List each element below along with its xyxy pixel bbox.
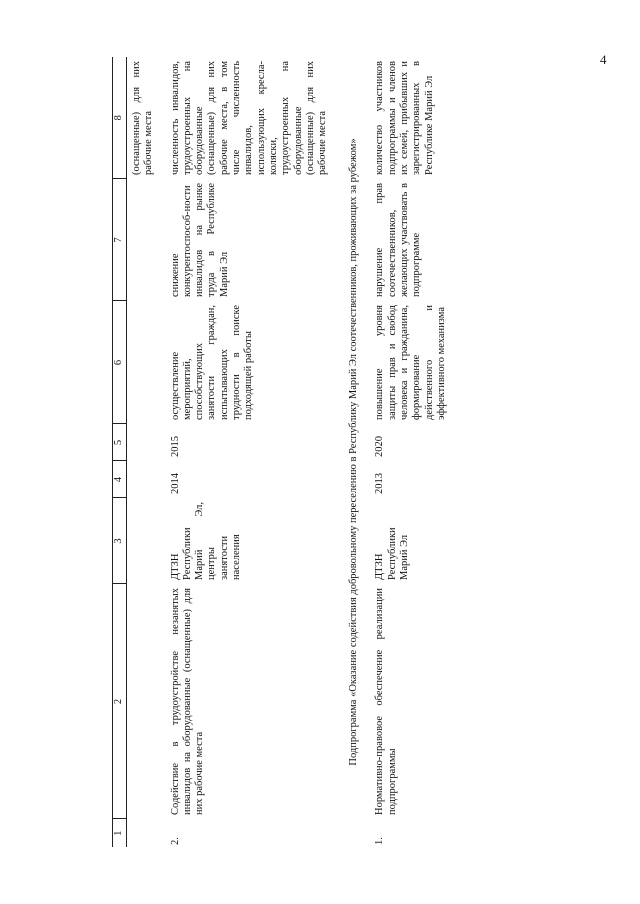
- start-year: 2014: [169, 473, 181, 494]
- measure-name: Содействие в трудоустройстве незанятых инвалидов на оборудованные (оснащенные) для них рабочие места: [169, 588, 206, 815]
- column-number: 4: [113, 461, 127, 498]
- consequences: снижение конкурентоспособ-ности инвалидов на рынке труда в Республике Марий Эл: [169, 183, 230, 297]
- table-row: [166, 57, 344, 847]
- column-number: 2: [113, 584, 127, 819]
- subprogram-heading-row: [343, 57, 372, 847]
- subprogram-title: Подпрограмма «Оказание содействия добровольному переселению в Республику Марий Эл соотечественников, проживающих за рубежом»: [348, 138, 360, 766]
- table-row: [372, 57, 451, 847]
- executor: ДТЗН Республики Марий Эл: [374, 527, 411, 580]
- row-number: 1.: [374, 837, 386, 845]
- page-number: 4: [600, 52, 607, 67]
- end-year: 2020: [374, 436, 386, 457]
- column-number: 7: [113, 179, 127, 301]
- measures-table: [112, 57, 451, 847]
- measure-name: Нормативно-правовое обеспечение реализации подпрограммы: [374, 588, 398, 815]
- column-number: 1: [113, 819, 127, 847]
- expected-result: осуществление мероприятий, способствующих занятости граждан, испытывающих трудности в поиске подходящей работы: [169, 305, 255, 420]
- column-number: 8: [113, 57, 127, 179]
- expected-result: повышение уровня защиты прав и свобод человека и гражданина, формирование действенного и эффективного механизма: [374, 305, 447, 420]
- end-year: 2015: [169, 436, 181, 457]
- executor: ДТЗН Республики Марий Эл, центры занятости населения: [169, 502, 243, 580]
- column-number-row: [113, 57, 127, 847]
- consequences: нарушение прав соотечественников, желающих участвовать в подпрограмме: [374, 183, 423, 297]
- continuation-row: [127, 57, 166, 847]
- start-year: 2013: [374, 473, 386, 494]
- rotated-table-page: [112, 57, 592, 847]
- indicator: количество участников подпрограммы и членов их семей, прибывших и зарегистрированных в Республике Марий Эл: [374, 61, 435, 175]
- continuation-indicator: (оснащенные) для них рабочие места: [131, 61, 155, 175]
- column-number: 6: [113, 301, 127, 424]
- indicator: численность инвалидов, трудоустроенных на оборудованные (оснащенные) для них рабочие места, в том числе численность инвалидов, использующих кресла-коляски, трудоустроенных на оборудованные (оснащенные) для них рабочие места: [169, 61, 329, 175]
- row-number: 2.: [169, 837, 181, 845]
- column-number: 5: [113, 424, 127, 461]
- column-number: 3: [113, 498, 127, 584]
